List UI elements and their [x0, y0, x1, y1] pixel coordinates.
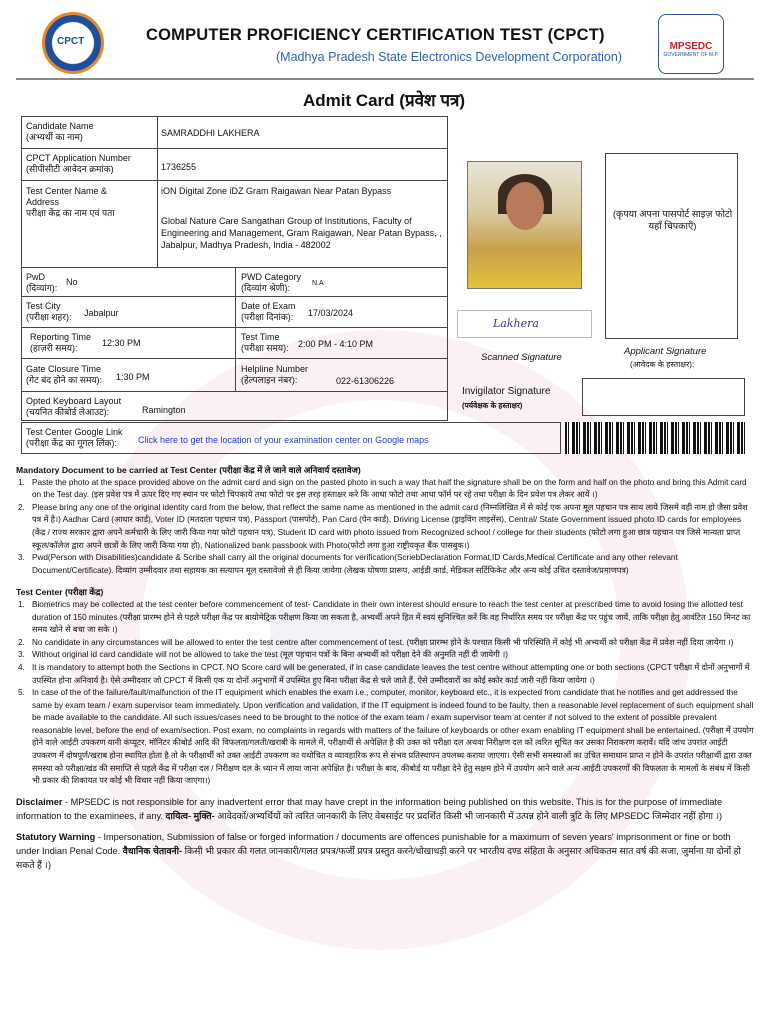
row-city-date: [21, 296, 448, 328]
pwd-label: [26, 272, 57, 294]
test-center-label-en2: Address: [26, 197, 60, 207]
list-item: 2. Please bring any one of the original identity card from the below, that reflect the same name as mentioned in the admit card (निम्नलिखित में से कोई एक अपना मूल पहचान पत्र साथ लाये जिसमे वही नाम हो जैसा प्रवेश पत्र में है।) Aadhar Card (आधार कार्ड), Voter ID (मतदाता पहचान पत्र), Passport (पासपोर्ट), Pan Card (पेन कार्ड), Driving License (ड्राइविंग लाइसेंस), Central/ State Government issued photo ID cards for employees (केंद्र / राज्य सरकार द्वारा अपने कर्मचारी के लिए जारी किया गया फोटो पहचान पत्र), Student ID card with photo issued from Recognized school / college for their students (फोटो लगा हुआ छात्र पहचान पत्र जिसे मान्यता प्राप्त स्कूल/कॉलेज द्वारा अपने छात्रों के लिए जारी किया गया हो), Nationalized bank passbook with Photo(फोटो लगा हुआ राष्ट्रीयकृत बैंक पासबुक।): [16, 502, 754, 552]
pwd-category-label-hi: (दिव्यांग श्रेणी):: [241, 283, 291, 293]
statutory-text-hi: किसी भी प्रकार की गलत जानकारी/गलत प्रपत्र/फर्जी प्रपत्र प्रस्तुत करने/धोखाधड़ी करने पर भारतीय दण्ड संहिता के अनुसार अधिकतम सात वर्ष की सजा, जुर्माना या दोनों हो सकते हैं ।): [16, 845, 741, 870]
scanned-signature-image: [457, 310, 592, 338]
test-center-heading: Test Center (परीक्षा केंद्र): [16, 587, 104, 598]
exam-date-label: [241, 301, 296, 323]
page-header: [16, 8, 754, 82]
keyboard-layout-label: [26, 396, 121, 418]
divider: [235, 297, 236, 327]
row-candidate-name: [21, 116, 448, 149]
helpline-label-hi: (हेल्पलाइन नंबर):: [241, 375, 298, 385]
pwd-label-hi: (दिव्यांग):: [26, 283, 58, 293]
list-item: 4. It is mandatory to attempt both the Sections in CPCT. NO Score card will be generated, if in case candidate leaves the test centre without attempting one or both sections (CPCT परीक्षा में दोनों अनुभागों में उपस्थित होना अनिवार्य है। ऐसे उम्मीदवार जो CPCT में किसी एक या दोनों अनुभागों में उपस्थित हुए बिना परीक्षा केंद्र से चले जाते हैं, ऐसे उम्मीदवारों का कोई स्कोर कार्ड जारी नहीं किया जायेगा ।): [16, 662, 754, 687]
page-subtitle: (Madhya Pradesh State Electronics Development Corporation): [276, 50, 623, 64]
test-center-item-text: In case of the of the failure/fault/malfunction of the IT equipment which enables the exam i.e., computer, monitor, keyboard etc., it is expected from candidate that he notifies and get addressed the same by exam team / exam supervisor team immediately. Upon verification and validation, if the IT equipment is indeed found to be faulty, then a reasonable level replacement of such equipment shall be made available to the candidate. All such issues/cases need to be brought to the notice of the exam team / exam supervisor team at center if not solved to the extent of possible prevalent reasonable level, before the end of exam/section. Post exam, no complaints in regards with matters of the failure of keyboards or other exam enabling IT equipment shall be entertained. (परीक्षा में उपयोग होने वाले आईटी उपकरण यानी कंप्यूटर, मॉनिटर कीबोर्ड आदि की विफलता/गलती/खराबी के मामले में, परीक्षार्थी से अपेक्षित है की उक्त को परीक्षा दल अथवा निरीक्षण दल को त्वरित सूचित कर उसका निराकरण करावें। यदि जांच उपरांत आईटी उपकरण में दोषपूर्ण/खराब होना स्थापित होता है तो के परीक्षार्थी को उक्त आईटी उपकरण का यथोचित व व्यावहारिक रूप से संभव प्रतिस्थापन उपलब्ध कराया जाएगा। ऐसी सभी समस्याओं का उचित समाधान प्राप्त न होने के उपरांत परीक्षार्थी द्वारा उक्त समस्या को परीक्षा/खंड की समाप्ति से पहले केंद्र में परीक्षा दल / निरीक्षण दल के ध्यान में लाया जाना अपेक्षित है। परीक्षा के बाद, कीबोर्ड या परीक्षा देने हेतु सक्षम होने में उपयोग आने वाले अन्य आईटी उपकरणों की विफलता के मामलों के संबंध में किसी भी प्रकार की शिकायत पर कोई भी विचार नहीं किया जाएगा।): [32, 688, 754, 786]
row-keyboard-layout: [21, 391, 448, 421]
list-item: 3. Without original id card candidate will not be allowed to take the test (मूल पहचान पत्रों के बिना अभ्यर्थी को परीक्षा देने की अनुमति नहीं दी जायेगी ।): [16, 649, 754, 662]
mpsedc-logo-text: MPSEDC: [669, 41, 713, 52]
reporting-time: 12:30 PM: [102, 338, 141, 348]
photo-face: [506, 182, 544, 230]
test-center-item-text: Biometrics may be collected at the test center before commencement of test- Candidate in their own interest should ensure to reach the test center at prescribed time to avoid losing the allotted test duration of 150 minutes (परीक्षा प्रारम्भ होने से पहले परीक्षा केंद्र पर बायोमेट्रिक परीक्षण किया जा सकता है, अभ्यर्थी अपने हित में स्वयं सुनिश्चित करें कि वह निर्धारित समय पर परीक्षा केंद्र पर पहुंच जायें, ताकि परीक्षा हेतु आवंटित 150 मिनट का समय खोने से बचा जा सके ।): [32, 599, 751, 635]
disclaimer: [16, 795, 754, 823]
statutory-label-hi: वैधानिक चेतावनी-: [122, 845, 183, 856]
mandatory-heading: Mandatory Document to be carried at Test Center (परीक्षा केंद्र में ले जाने वाले अनिवार्य दस्तावेज): [16, 465, 361, 475]
gate-closure-label-en: Gate Closure Time: [26, 364, 102, 374]
test-center-name: iON Digital Zone iDZ Gram Raigawan Near Patan Bypass: [161, 186, 392, 196]
invigilator-signature-label: Invigilator Signature: [462, 386, 551, 397]
photo-signature-area: [452, 153, 744, 368]
candidate-name-label: [26, 121, 94, 143]
app-number-label-en: CPCT Application Number: [26, 153, 131, 163]
row-gate-closure: [21, 358, 448, 392]
exam-date: 17/03/2024: [308, 308, 354, 318]
reporting-time-label: [30, 332, 91, 354]
application-number: 1736255: [161, 162, 197, 172]
mandatory-item-text: Pwd(Person with Disabilities)candidate & Scribe shall carry all the original documents for verification(ScriebDeclaration Format,ID Cards,Medical Certificate and any other relevant Document/Certificate). दिव्यांग उम्मीदवार तथा सहायक का सत्यापन मूल दस्तावेजो से ही किया जायेगा (लेखक घोषणा प्रारूप, आईडी कार्ड, मेडिकल सर्टिफिकेट और अन्य कोई उचित दस्तावेज/प्रमाणपत्र): [32, 553, 678, 575]
pwd-label-en: PwD: [26, 272, 46, 282]
candidate-name: SAMRADDHI LAKHERA: [161, 128, 260, 138]
test-center-label-hi: परीक्षा केंद्र का नाम एवं पता: [26, 208, 115, 218]
test-center-address: Global Nature Care Sangathan Group of Institutions, Faculty of Engineering and Management, Gram Raigawan, Near Patan Bypass, , Jabalpur, Madhya Pradesh, India - 482002: [161, 216, 442, 250]
exam-date-label-hi: (परीक्षा दिनांक):: [241, 312, 294, 322]
pwd-category-label-en: PWD Category: [241, 272, 302, 282]
row-reporting-time: [21, 327, 448, 359]
google-link-label-en: Test Center Google Link: [26, 427, 123, 437]
google-link-label: [26, 427, 123, 449]
mandatory-list: [16, 477, 754, 578]
gate-closure-time: 1:30 PM: [116, 372, 150, 382]
mandatory-item-text: Please bring any one of the original identity card from the below, that reflect the same name as mentioned in the admit card (निम्नलिखित में से कोई एक अपना मूल पहचान पत्र साथ लाये जिसमे वही नाम हो जैसा प्रवेश पत्र में है।) Aadhar Card (आधार कार्ड), Voter ID (मतदाता पहचान पत्र), Passport (पासपोर्ट), Pan Card (पेन कार्ड), Driving License (ड्राइविंग लाइसेंस), Central/ State Government issued photo ID cards for employees (केंद्र / राज्य सरकार द्वारा अपने कर्मचारी के लिए जारी किया गया फोटो पहचान पत्र), Student ID card with photo issued from Recognized school / college for their students (फोटो लगा हुआ छात्र पहचान पत्र जिसे मान्यता प्राप्त स्कूल/कॉलेज द्वारा अपने छात्रों के लिए जारी किया गया हो), Nationalized bank passbook with Photo(फोटो लगा हुआ राष्ट्रीयकृत बैंक पासबुक।): [32, 502, 748, 550]
invigilator-signature-box: [582, 378, 745, 416]
divider: [157, 181, 158, 267]
test-center-list: [16, 599, 754, 788]
test-city-label-hi: (परीक्षा शहर):: [26, 312, 72, 322]
list-item: 1. Biometrics may be collected at the test center before commencement of test- Candidate in their own interest should ensure to reach the test center at prescribed time to avoid losing the allotted test duration of 150 minutes (परीक्षा प्रारम्भ होने से पहले परीक्षा केंद्र पर बायोमेट्रिक परीक्षण किया जा सकता है, अभ्यर्थी अपने हित में स्वयं सुनिश्चित करें कि वह निर्धारित समय पर परीक्षा केंद्र पर पहुंच जायें, ताकि परीक्षा हेतु आवंटित 150 मिनट का समय खोने से बचा जा सके ।): [16, 599, 754, 637]
helpline-label-en: Helpline Number: [241, 364, 309, 374]
page-title: COMPUTER PROFICIENCY CERTIFICATION TEST (CPCT): [146, 26, 605, 44]
reporting-time-label-en: Reporting Time: [30, 332, 92, 342]
barcode: [565, 422, 745, 454]
helpline-label: [241, 364, 308, 386]
test-city-label-en: Test City: [26, 301, 61, 311]
test-city: Jabalpur: [84, 308, 119, 318]
list-item: 2. No candidate in any circumstances will be allowed to enter the test centre after commencement of test. (परीक्षा प्रारम्भ होने के पश्चात किसी भी परिस्थिति में कोई भी अभ्यर्थी को परीक्षा केंद्र में प्रवेश नहीं दिया जायेगा ।): [16, 637, 754, 650]
app-number-label-hi: (सीपीसीटी आवेदन क्रमांक): [26, 164, 114, 174]
applicant-signature-label: Applicant Signature: [624, 346, 707, 357]
pwd-category-label: [241, 272, 301, 294]
keyboard-layout: Ramington: [142, 405, 186, 415]
applicant-signature-label-hi: (आवेदक के हस्ताक्षर):: [630, 360, 695, 369]
divider: [157, 149, 158, 180]
divider: [235, 268, 236, 296]
row-application-number: [21, 148, 448, 181]
pwd-value: No: [66, 277, 78, 287]
test-time: 2:00 PM - 4:10 PM: [298, 339, 374, 349]
scanned-signature-label: Scanned Signature: [481, 352, 562, 363]
test-center-label: [26, 186, 115, 219]
test-center-item-text: Without original id card candidate will not be allowed to take the test (मूल पहचान पत्रों के बिना अभ्यर्थी को परीक्षा देने की अनुमति नहीं दी जायेगी ।): [32, 650, 509, 660]
list-item: 5. In case of the of the failure/fault/malfunction of the IT equipment which enables the exam i.e., computer, monitor, keyboard etc., it is expected from candidate that he notifies and get addressed the same by exam team / exam supervisor team immediately. Upon verification and validation, if the IT equipment is indeed found to be faulty, then a reasonable level replacement of such equipment shall be made available to the candidate. All such issues/cases need to be brought to the notice of the exam team / exam supervisor team at center if not solved to the extent of possible prevalent reasonable level, before the end of exam/section. Post exam, no complaints in regards with matters of the failure of keyboards or other exam enabling IT equipment shall be entertained. (परीक्षा में उपयोग होने वाले आईटी उपकरण यानी कंप्यूटर, मॉनिटर कीबोर्ड आदि की विफलता/गलती/खराबी के मामले में, परीक्षार्थी से अपेक्षित है की उक्त को परीक्षा दल अथवा निरीक्षण दल को त्वरित सूचित कर उसका निराकरण करावें। यदि जांच उपरांत आईटी उपकरण में दोषपूर्ण/खराब होना स्थापित होता है तो के परीक्षार्थी को उक्त आईटी उपकरण का यथोचित व व्यावहारिक रूप से संभव प्रतिस्थापन उपलब्ध कराया जाएगा। ऐसी सभी समस्याओं का उचित समाधान प्राप्त न होने के उपरांत परीक्षार्थी द्वारा उक्त समस्या को परीक्षा/खंड की समाप्ति से पहले केंद्र में परीक्षा दल / निरीक्षण दल के ध्यान में लाया जाना अपेक्षित है। परीक्षा के बाद, कीबोर्ड या परीक्षा देने हेतु सक्षम होने में उपयोग आने वाले अन्य आईटी उपकरणों की विफलता के मामलों के संबंध में किसी भी प्रकार की शिकायत पर कोई भी विचार नहीं किया जाएगा।): [16, 687, 754, 788]
test-time-label-hi: (परीक्षा समय):: [241, 343, 289, 353]
app-number-label: [26, 153, 131, 175]
candidate-photo: [467, 161, 582, 289]
disclaimer-label-hi: दायित्व- मुक्ति-: [165, 810, 215, 821]
helpline-number: 022-61306226: [336, 376, 395, 386]
keyboard-layout-label-en: Opted Keyboard Layout: [26, 396, 122, 406]
divider: [157, 117, 158, 148]
disclaimer-label: Disclaimer: [16, 796, 63, 807]
test-city-label: [26, 301, 71, 323]
statutory-text: - Impersonation, Submission of false or forged information / documents are offences punishable for a maximum of seven years' imprisonment or fine or both under Indian Penal Code.: [16, 831, 731, 856]
test-center-item-text: It is mandatory to attempt both the Sections in CPCT. NO Score card will be generated, if in case candidate leaves the test centre without attempting one or both sections (CPCT परीक्षा में दोनों अनुभागों में उपस्थित होना अनिवार्य है। ऐसे उम्मीदवार जो CPCT में किसी एक या दोनों अनुभागों में उपस्थित हुए बिना परीक्षा केंद्र से चले जाते हैं, ऐसे उम्मीदवारों का कोई स्कोर कार्ड जारी नहीं किया जायेगा ।): [32, 662, 750, 685]
row-google-link: [21, 422, 561, 454]
keyboard-layout-label-hi: (चयनित कीबोर्ड लेआउट):: [26, 407, 110, 417]
google-link-label-hi: (परीक्षा केंद्र का गूगल लिंक):: [26, 438, 117, 448]
row-pwd: [21, 267, 448, 297]
test-center-item-text: No candidate in any circumstances will be allowed to enter the test centre after commencement of test. (परीक्षा प्रारम्भ होने के पश्चात किसी भी परिस्थिति में कोई भी अभ्यर्थी को परीक्षा केंद्र में प्रवेश नहीं दिया जायेगा ।): [32, 637, 734, 647]
mpsedc-logo-sub: GOVERNMENT OF M.P.: [663, 52, 719, 58]
candidate-name-label-en: Candidate Name: [26, 121, 94, 131]
header-divider: [16, 78, 754, 80]
mpsedc-logo: [658, 14, 724, 74]
test-time-label-en: Test Time: [241, 332, 280, 342]
mandatory-item-text: Paste the photo at the space provided above on the admit card and sign on the pasted photo in such a way that half the signature shall be on the form and half on the photo and bring this Admit card on the Test day. (इस प्रवेश पत्र में ऊपर दिए गए स्थान पर फोटो चिपकाये तथा फोटो पर इस तरह हस्ताक्षर करे कि आधा फोटो तथा आधा फॉर्म पर रहे तथा परीक्षा के दिन प्रवेश पत्र लेकर आयें ।): [32, 477, 747, 500]
exam-date-label-en: Date of Exam: [241, 301, 296, 311]
signature-text: Lakhera: [493, 317, 539, 330]
cpct-logo: [42, 12, 104, 74]
admit-card-title: Admit Card (प्रवेश पत्र): [302, 91, 466, 110]
pwd-category: N.A: [312, 280, 324, 287]
list-item: 1. Paste the photo at the space provided above on the admit card and sign on the pasted photo in such a way that half the signature shall be on the form and half on the photo and bring this Admit card on the Test day. (इस प्रवेश पत्र में ऊपर दिए गए स्थान पर फोटो चिपकाये तथा फोटो पर इस तरह हस्ताक्षर करे कि आधा फोटो तथा आधा फॉर्म पर रहे तथा परीक्षा के दिन प्रवेश पत्र लेकर आयें ।): [16, 477, 754, 502]
test-center-label-en: Test Center Name &: [26, 186, 108, 196]
disclaimer-text-hi: आवेदकों/अभ्यर्थियों को त्वरित जानकारी के लिए वेबसाईट पर प्रदर्शित किसी भी जानकारी में उत्पन्न होने वाली त्रुटि के लिए MPSEDC जिम्मेदार नहीं होगा ।): [214, 810, 723, 821]
list-item: 3. Pwd(Person with Disabilities)candidate & Scribe shall carry all the original documents for verification(ScriebDeclaration Format,ID Cards,Medical Certificate and any other relevant Document/Certificate). दिव्यांग उम्मीदवार तथा सहायक का सत्यापन मूल दस्तावेजो से ही किया जायेगा (लेखक घोषणा प्रारूप, आईडी कार्ड, मेडिकल सर्टिफिकेट और अन्य कोई उचित दस्तावेज/प्रमाणपत्र): [16, 552, 754, 577]
paste-photo-box: [605, 153, 738, 339]
statutory-label: Statutory Warning: [16, 831, 96, 842]
row-test-center: [21, 180, 448, 268]
divider: [235, 328, 236, 358]
divider: [235, 359, 236, 391]
paste-photo-instruction: (कृपया अपना पासपोर्ट साइज़ फोटो यहाँ चिपकाएँ): [612, 209, 733, 232]
statutory-warning: [16, 830, 754, 872]
test-time-label: [241, 332, 289, 354]
invigilator-signature-label-hi: (पर्यवेक्षक के हस्ताक्षर): [462, 401, 523, 410]
reporting-time-label-hi: (हाज़री समय):: [30, 343, 78, 353]
candidate-name-label-hi: (अभ्यर्थी का नाम): [26, 132, 83, 142]
gate-closure-label-hi: (गेट बंद होने का समय):: [26, 375, 103, 385]
cpct-logo-text: CPCT: [57, 36, 85, 47]
google-maps-link[interactable]: Click here to get the location of your examination center on Google maps: [138, 435, 429, 445]
gate-closure-label: [26, 364, 102, 386]
instructions-section: [16, 462, 754, 872]
disclaimer-text: - MPSEDC is not responsible for any inadvertent error that may have crept in the information being published on this website. This is for the purpose of immediate information to the examinees, if any.: [16, 796, 723, 821]
